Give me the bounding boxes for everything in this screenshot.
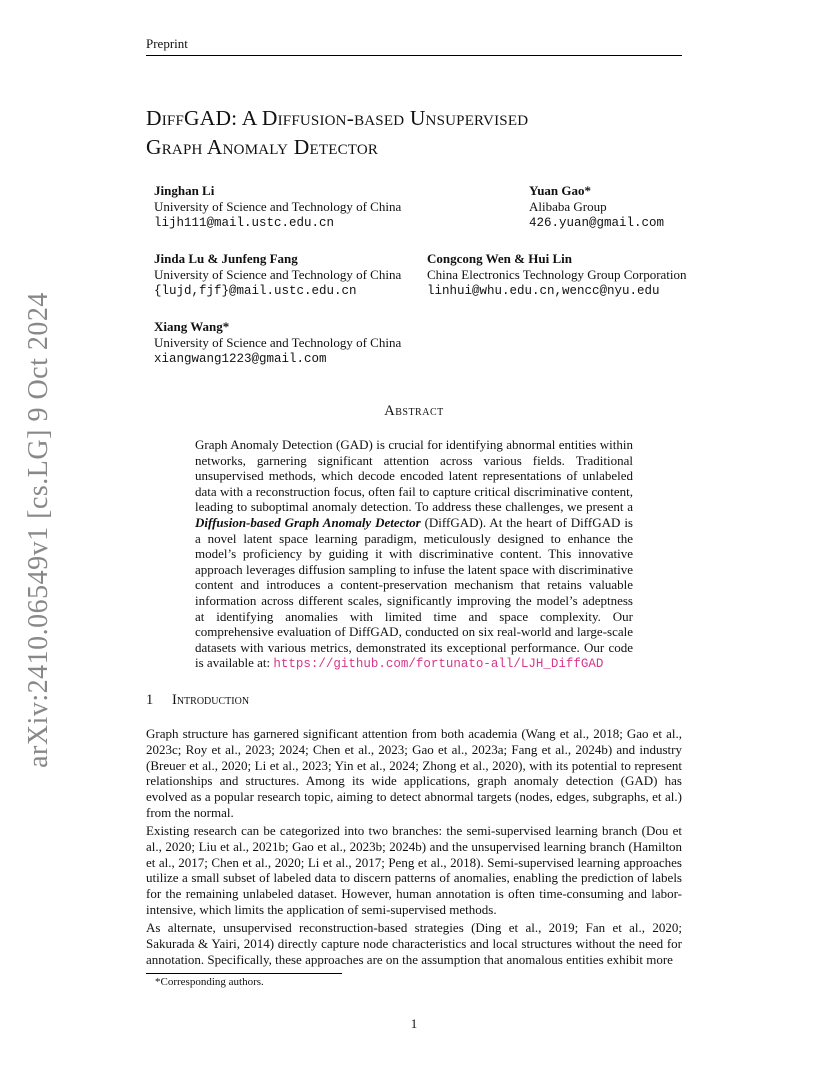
abstract-heading: Abstract: [384, 403, 444, 419]
author-block: Xiang Wang* University of Science and Technology of China xiangwang1223@gmail.com: [154, 319, 402, 366]
intro-paragraph-2: Existing research can be categorized into two branches: the semi-supervised learning branch (Dou et al., 2020; Liu et al., 2021b; Gao et al., 2023b; 2024b) and the unsupervised learning branch (Hamilton et al., 2017; Chen et al., 2020; Li et al., 2017; Peng et al., 2018). Semi-supervised learning approaches utilize a small subset of labeled data to discern patterns of anomalies, enabling the prediction of labels for the remaining unlabeled dataset. However, human annotation is often time-consuming and labor-intensive, which limits the application of semi-supervised methods.: [146, 823, 682, 917]
footnote-rule: [146, 973, 342, 974]
arxiv-identifier: arXiv:2410.06549v1 [cs.LG] 9 Oct 2024: [23, 292, 54, 768]
paper-title: [146, 104, 706, 162]
author-block: Congcong Wen & Hui Lin China Electronics Technology Group Corporation linhui@whu.edu.cn,wencc@nyu.edu: [427, 251, 687, 298]
method-name: Diffusion-based Graph Anomaly Detector: [195, 514, 421, 530]
running-header: Preprint: [146, 36, 682, 56]
author-block: Jinghan Li University of Science and Technology of China lijh111@mail.ustc.edu.cn: [154, 183, 402, 230]
title-line-1: DiffGAD: A Diffusion-based Unsupervised: [146, 106, 529, 130]
author-block: Yuan Gao* Alibaba Group 426.yuan@gmail.com: [529, 183, 665, 230]
intro-paragraph-1: Graph structure has garnered significant attention from both academia (Wang et al., 2018; Gao et al., 2023c; Roy et al., 2023; 2024; Chen et al., 2023; Gao et al., 2023a; Fang et al., 2024b) and industry (Breuer et al., 2020; Li et al., 2023; Yin et al., 2024; Zhong et al., 2020), with its potential to represent relationships and structures. Among its wide applications, graph anomaly detection (GAD) has evolved as a popular research topic, aiming to detect abnormal targets (nodes, edges, subgraphs, et al.) from the normal.: [146, 726, 682, 820]
code-link[interactable]: https://github.com/fortunato-all/LJH_DiffGAD: [273, 657, 604, 672]
section-heading: 1 Introduction: [146, 692, 250, 708]
abstract-body: Graph Anomaly Detection (GAD) is crucial for identifying abnormal entities within networks, garnering significant attention across various fields. Traditional unsupervised methods, which decode encoded latent representations of unlabeled data with a reconstruction focus, often fail to capture critical discriminative content, leading to suboptimal anomaly detection. To address these challenges, we present a Diffusion-based Graph Anomaly Detector (DiffGAD). At the heart of DiffGAD is a novel latent space learning paradigm, meticulously designed to enhance the model’s proficiency by guiding it with discriminative content. This innovative approach leverages diffusion sampling to infuse the latent space with discriminative content and introduces a content-preservation mechanism that retains valuable information across different scales, significantly improving the model’s adeptness at identifying anomalies with limited time and space complexity. Our comprehensive evaluation of DiffGAD, conducted on six real-world and large-scale datasets with various metrics, demonstrated its exceptional performance. Our code is available at: https://github.com/fortunato-all/LJH_DiffGAD: [195, 437, 633, 672]
intro-paragraph-3: As alternate, unsupervised reconstruction-based strategies (Ding et al., 2019; Fan et al., 2020; Sakurada & Yairi, 2014) directly capture node characteristics and local structures without the need for annotation. Specifically, these approaches are on the assumption that anomalous entities exhibit more: [146, 920, 682, 967]
title-line-2: Graph Anomaly Detector: [146, 135, 379, 159]
footnote: *Corresponding authors.: [155, 976, 264, 988]
author-block: Jinda Lu & Junfeng Fang University of Science and Technology of China {lujd,fjf}@mail.ustc.edu.cn: [154, 251, 402, 298]
page-number: 1: [410, 1016, 418, 1031]
